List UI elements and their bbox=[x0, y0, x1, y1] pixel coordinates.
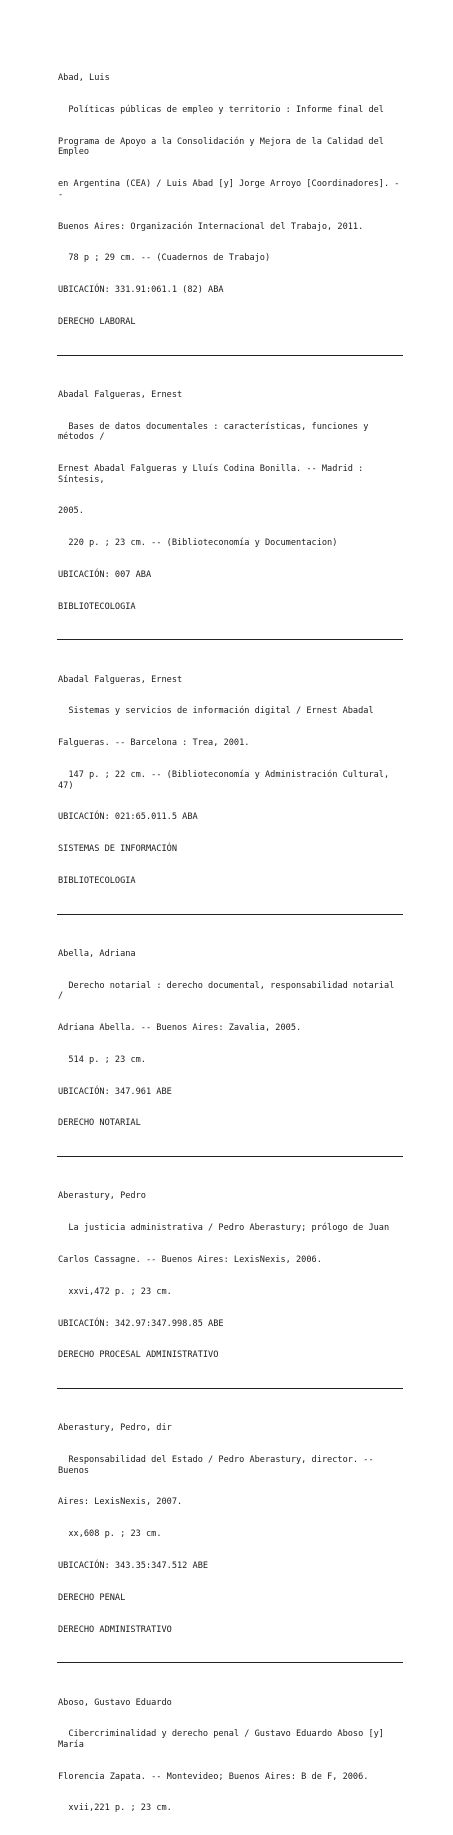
publication-line: Falgueras. -- Barcelona : Trea, 2001. bbox=[58, 738, 250, 749]
location-line: UBICACIÓN: 347.961 ABE bbox=[58, 1086, 172, 1097]
author-line: Aberastury, Pedro bbox=[58, 1191, 146, 1202]
record-divider bbox=[57, 1662, 403, 1663]
catalog-record bbox=[58, 1676, 403, 1835]
author-line: Aboso, Gustavo Eduardo bbox=[58, 1697, 172, 1708]
subject-line: DERECHO ADMINISTRATIVO bbox=[58, 1624, 172, 1635]
record-divider bbox=[57, 355, 403, 356]
subject-line: DERECHO PENAL bbox=[58, 1592, 126, 1603]
publication-line: Buenos Aires: Organización Internacional del Trabajo, 2011. bbox=[58, 221, 364, 232]
location-line: UBICACIÓN: 331.91:061.1 (82) ABA bbox=[58, 285, 224, 296]
catalog-page bbox=[58, 52, 403, 1835]
catalog-record bbox=[58, 52, 403, 349]
author-line: Abad, Luis bbox=[58, 73, 110, 84]
title-line: Responsabilidad del Estado / Pedro Aberastury, director. -- Buenos bbox=[58, 1455, 379, 1476]
title-line: Bases de datos documentales : características, funciones y métodos / bbox=[58, 421, 374, 443]
physical-description-line: xvii,221 p. ; 23 cm. bbox=[58, 1803, 172, 1814]
title-line: en Argentina (CEA) / Luis Abad [y] Jorge Arroyo [Coordinadores]. -- bbox=[58, 179, 400, 200]
subject-line: SISTEMAS DE INFORMACIÓN bbox=[58, 844, 177, 855]
physical-description-line: 220 p. ; 23 cm. -- (Biblioteconomía y Documentacion) bbox=[58, 538, 338, 549]
subject-line: DERECHO PROCESAL ADMINISTRATIVO bbox=[58, 1350, 219, 1361]
physical-description-line: 147 p. ; 22 cm. -- (Biblioteconomía y Administración Cultural, 47) bbox=[58, 770, 395, 791]
record-divider bbox=[57, 1388, 403, 1389]
location-line: UBICACIÓN: 007 ABA bbox=[58, 569, 152, 580]
title-line: Políticas públicas de empleo y territorio : Informe final del bbox=[58, 104, 384, 115]
title-line: Ernest Abadal Falgueras y Lluís Codina Bonilla. -- Madrid : Síntesis, bbox=[58, 463, 369, 485]
record-divider bbox=[57, 1156, 403, 1157]
physical-description-line: 78 p ; 29 cm. -- (Cuadernos de Trabajo) bbox=[58, 253, 271, 264]
publication-line: Aires: LexisNexis, 2007. bbox=[58, 1497, 183, 1508]
catalog-record bbox=[58, 653, 403, 907]
subject-line: BIBLIOTECOLOGIA bbox=[58, 875, 136, 886]
record-divider bbox=[57, 639, 403, 640]
catalog-record bbox=[58, 1170, 403, 1382]
publication-line: 2005. bbox=[58, 506, 84, 517]
physical-description-line: 514 p. ; 23 cm. bbox=[58, 1054, 146, 1065]
title-line: Programa de Apoyo a la Consolidación y Mejora de la Calidad del Empleo bbox=[58, 136, 390, 158]
title-line: La justicia administrativa / Pedro Aberastury; prólogo de Juan bbox=[58, 1223, 390, 1234]
location-line: UBICACIÓN: 343.35:347.512 ABE bbox=[58, 1560, 209, 1571]
author-line: Abella, Adriana bbox=[58, 948, 136, 959]
publication-line: Adriana Abella. -- Buenos Aires: Zavalia, 2005. bbox=[58, 1023, 302, 1034]
subject-line: BIBLIOTECOLOGIA bbox=[58, 601, 136, 612]
title-line: Derecho notarial : derecho documental, responsabilidad notarial / bbox=[58, 980, 400, 1002]
subject-line: DERECHO LABORAL bbox=[58, 316, 136, 327]
record-divider bbox=[57, 914, 403, 915]
physical-description-line: xx,608 p. ; 23 cm. bbox=[58, 1529, 162, 1540]
location-line: UBICACIÓN: 021:65.011.5 ABA bbox=[58, 812, 198, 823]
author-line: Aberastury, Pedro, dir bbox=[58, 1423, 172, 1434]
title-line: Sistemas y servicios de información digital / Ernest Abadal bbox=[58, 706, 374, 717]
title-line: Cibercriminalidad y derecho penal / Gustavo Eduardo Aboso [y] María bbox=[58, 1729, 390, 1750]
publication-line: Carlos Cassagne. -- Buenos Aires: LexisNexis, 2006. bbox=[58, 1254, 322, 1265]
catalog-record bbox=[58, 369, 403, 634]
author-line: Abadal Falgueras, Ernest bbox=[58, 674, 183, 685]
location-line: UBICACIÓN: 342.97:347.998.85 ABE bbox=[58, 1318, 224, 1329]
catalog-record bbox=[58, 1402, 403, 1656]
subject-line: DERECHO NOTARIAL bbox=[58, 1118, 141, 1129]
publication-line: Florencia Zapata. -- Montevideo; Buenos Aires: B de F, 2006. bbox=[58, 1771, 369, 1782]
author-line: Abadal Falgueras, Ernest bbox=[58, 389, 183, 400]
catalog-record bbox=[58, 928, 403, 1150]
physical-description-line: xxvi,472 p. ; 23 cm. bbox=[58, 1286, 172, 1297]
